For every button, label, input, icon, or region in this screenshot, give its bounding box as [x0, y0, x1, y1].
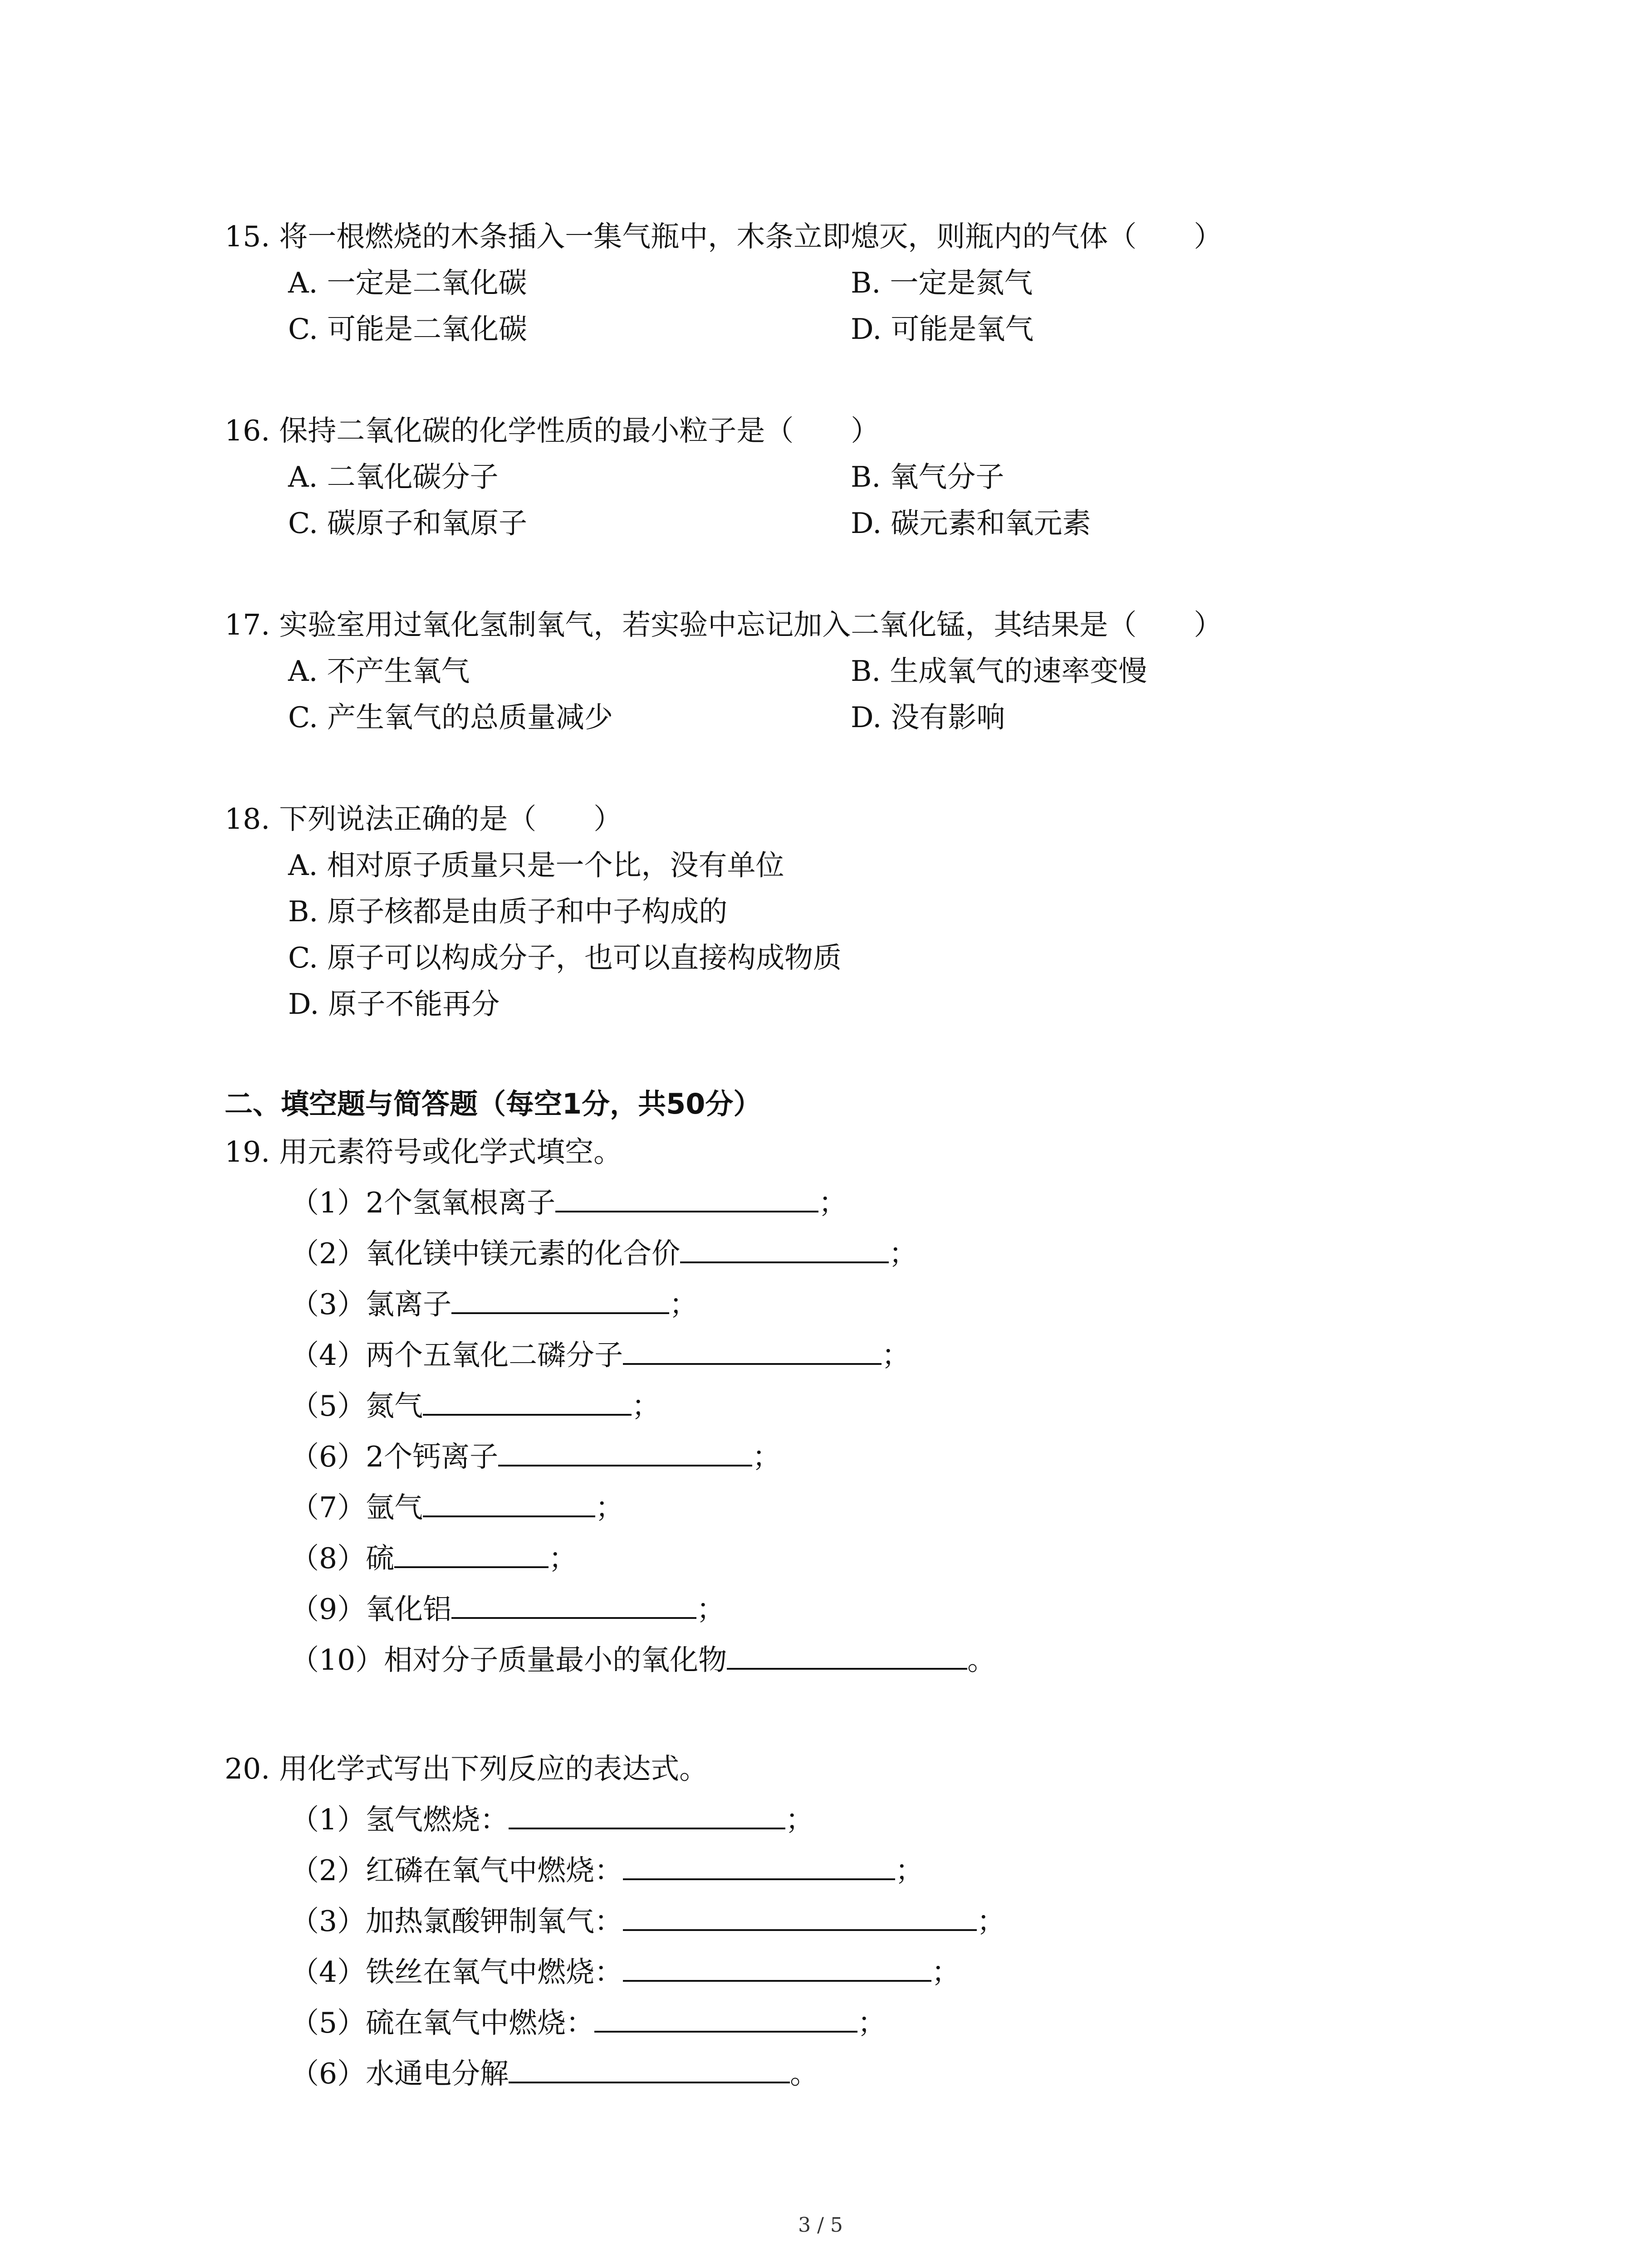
q15-option-d: D. 可能是氧气: [851, 313, 1034, 346]
q20-item-end: ；: [931, 1955, 960, 1989]
q19-item-3: [290, 1286, 698, 1323]
q19-item-end: ；: [669, 1288, 698, 1321]
page-number: 3 / 5: [798, 2214, 843, 2237]
q20-item-1: [290, 1802, 814, 1838]
q19-item-end: ；: [752, 1440, 781, 1473]
answer-blank[interactable]: [423, 1490, 595, 1517]
q19-item-label: （2）氧化镁中镁元素的化合价: [290, 1237, 681, 1270]
q16-stem: 16. 保持二氧化碳的化学性质的最小粒子是（ ）: [225, 414, 880, 447]
q19-item-2: [290, 1236, 917, 1272]
q17-option-a: A. 不产生氧气: [288, 655, 470, 688]
answer-blank[interactable]: [727, 1642, 967, 1670]
q19-item-end: ；: [818, 1186, 847, 1219]
q20-item-label: （3）加热氯酸钾制氧气：: [290, 1905, 623, 1938]
q19-item-end: ；: [696, 1593, 725, 1626]
q19-item-label: （3）氯离子: [290, 1288, 452, 1321]
q19-item-8: [290, 1540, 577, 1577]
q20-item-end: 。: [790, 2057, 819, 2090]
q20-item-label: （2）红磷在氧气中燃烧：: [290, 1854, 623, 1887]
answer-blank[interactable]: [498, 1439, 752, 1466]
q20-item-end: ；: [977, 1905, 1006, 1938]
q19-item-label: （7）氩气: [290, 1491, 423, 1524]
answer-blank[interactable]: [623, 1955, 931, 1982]
q20-item-5: [290, 2005, 886, 2041]
q19-item-end: ；: [889, 1237, 918, 1270]
answer-blank[interactable]: [623, 1338, 882, 1365]
q18-option-c: C. 原子可以构成分子，也可以直接构成物质: [288, 941, 842, 974]
q19-item-7: [290, 1490, 624, 1526]
q17-option-c: C. 产生氧气的总质量减少: [288, 701, 613, 734]
q18-option-d: D. 原子不能再分: [288, 987, 500, 1021]
q15-stem: 15. 将一根燃烧的木条插入一集气瓶中，木条立即熄灭，则瓶内的气体（ ）: [225, 220, 1223, 253]
q16-option-c: C. 碳原子和氧原子: [288, 507, 528, 540]
answer-blank[interactable]: [623, 1904, 977, 1931]
q16-option-b: B. 氧气分子: [851, 460, 1004, 494]
q17-option-b: B. 生成氧气的速率变慢: [851, 655, 1147, 688]
answer-blank[interactable]: [680, 1236, 889, 1263]
answer-blank[interactable]: [623, 1853, 895, 1880]
q19-item-9: [290, 1591, 725, 1628]
q20-item-3: [290, 1903, 1005, 1940]
answer-blank[interactable]: [594, 2005, 857, 2033]
q19-item-label: （9）氧化铝: [290, 1593, 452, 1626]
q19-item-label: （8）硫: [290, 1542, 395, 1575]
q19-item-label: （4）两个五氧化二磷分子: [290, 1339, 623, 1372]
q19-item-end: ；: [595, 1491, 624, 1524]
q20-item-label: （6）水通电分解: [290, 2057, 509, 2090]
q20-item-label: （5）硫在氧气中燃烧：: [290, 2006, 595, 2039]
answer-blank[interactable]: [555, 1185, 818, 1212]
q17-stem: 17. 实验室用过氧化氢制氧气，若实验中忘记加入二氧化锰，其结果是（ ）: [225, 608, 1223, 641]
q15-option-b: B. 一定是氮气: [851, 266, 1033, 299]
answer-blank[interactable]: [451, 1287, 669, 1314]
q15-option-a: A. 一定是二氧化碳: [288, 266, 527, 299]
answer-blank[interactable]: [394, 1541, 549, 1568]
q19-item-6: [290, 1439, 781, 1475]
q17-option-d: D. 没有影响: [851, 701, 1005, 734]
q19-item-label: （10）相对分子质量最小的氧化物: [290, 1643, 727, 1677]
q20-stem: 20. 用化学式写出下列反应的表达式。: [225, 1752, 708, 1785]
q19-item-end: ；: [882, 1339, 911, 1372]
q18-option-a: A. 相对原子质量只是一个比，没有单位: [288, 849, 784, 882]
q19-item-1: [290, 1185, 847, 1221]
q19-item-end: ；: [632, 1389, 661, 1422]
q20-item-end: ；: [895, 1854, 924, 1887]
answer-blank[interactable]: [451, 1592, 696, 1619]
q20-item-6: [290, 2056, 818, 2092]
q20-item-label: （4）铁丝在氧气中燃烧：: [290, 1955, 623, 1989]
q20-item-label: （1）氢气燃烧：: [290, 1803, 509, 1836]
q19-item-5: [290, 1388, 660, 1424]
section-2-title: 二、填空题与简答题（每空1分，共50分）: [225, 1087, 762, 1120]
q18-stem: 18. 下列说法正确的是（ ）: [225, 802, 622, 836]
q19-item-end: ；: [549, 1542, 578, 1575]
q19-item-label: （1）2个氢氧根离子: [290, 1186, 556, 1219]
q16-option-d: D. 碳元素和氧元素: [851, 507, 1091, 540]
q19-item-4: [290, 1337, 910, 1374]
q20-item-end: ；: [857, 2006, 887, 2039]
q20-item-4: [290, 1954, 960, 1990]
q19-item-end: 。: [967, 1643, 996, 1677]
q18-option-b: B. 原子核都是由质子和中子构成的: [288, 895, 728, 928]
answer-blank[interactable]: [423, 1388, 632, 1416]
q19-item-10: [290, 1642, 996, 1678]
q19-stem: 19. 用元素符号或化学式填空。: [225, 1135, 622, 1168]
q19-item-label: （5）氮气: [290, 1389, 423, 1422]
q16-option-a: A. 二氧化碳分子: [288, 460, 499, 494]
q19-item-label: （6）2个钙离子: [290, 1440, 499, 1473]
answer-blank[interactable]: [509, 2056, 790, 2083]
q20-item-end: ；: [785, 1803, 814, 1836]
q20-item-2: [290, 1853, 924, 1889]
q15-option-c: C. 可能是二氧化碳: [288, 313, 528, 346]
answer-blank[interactable]: [509, 1802, 785, 1829]
